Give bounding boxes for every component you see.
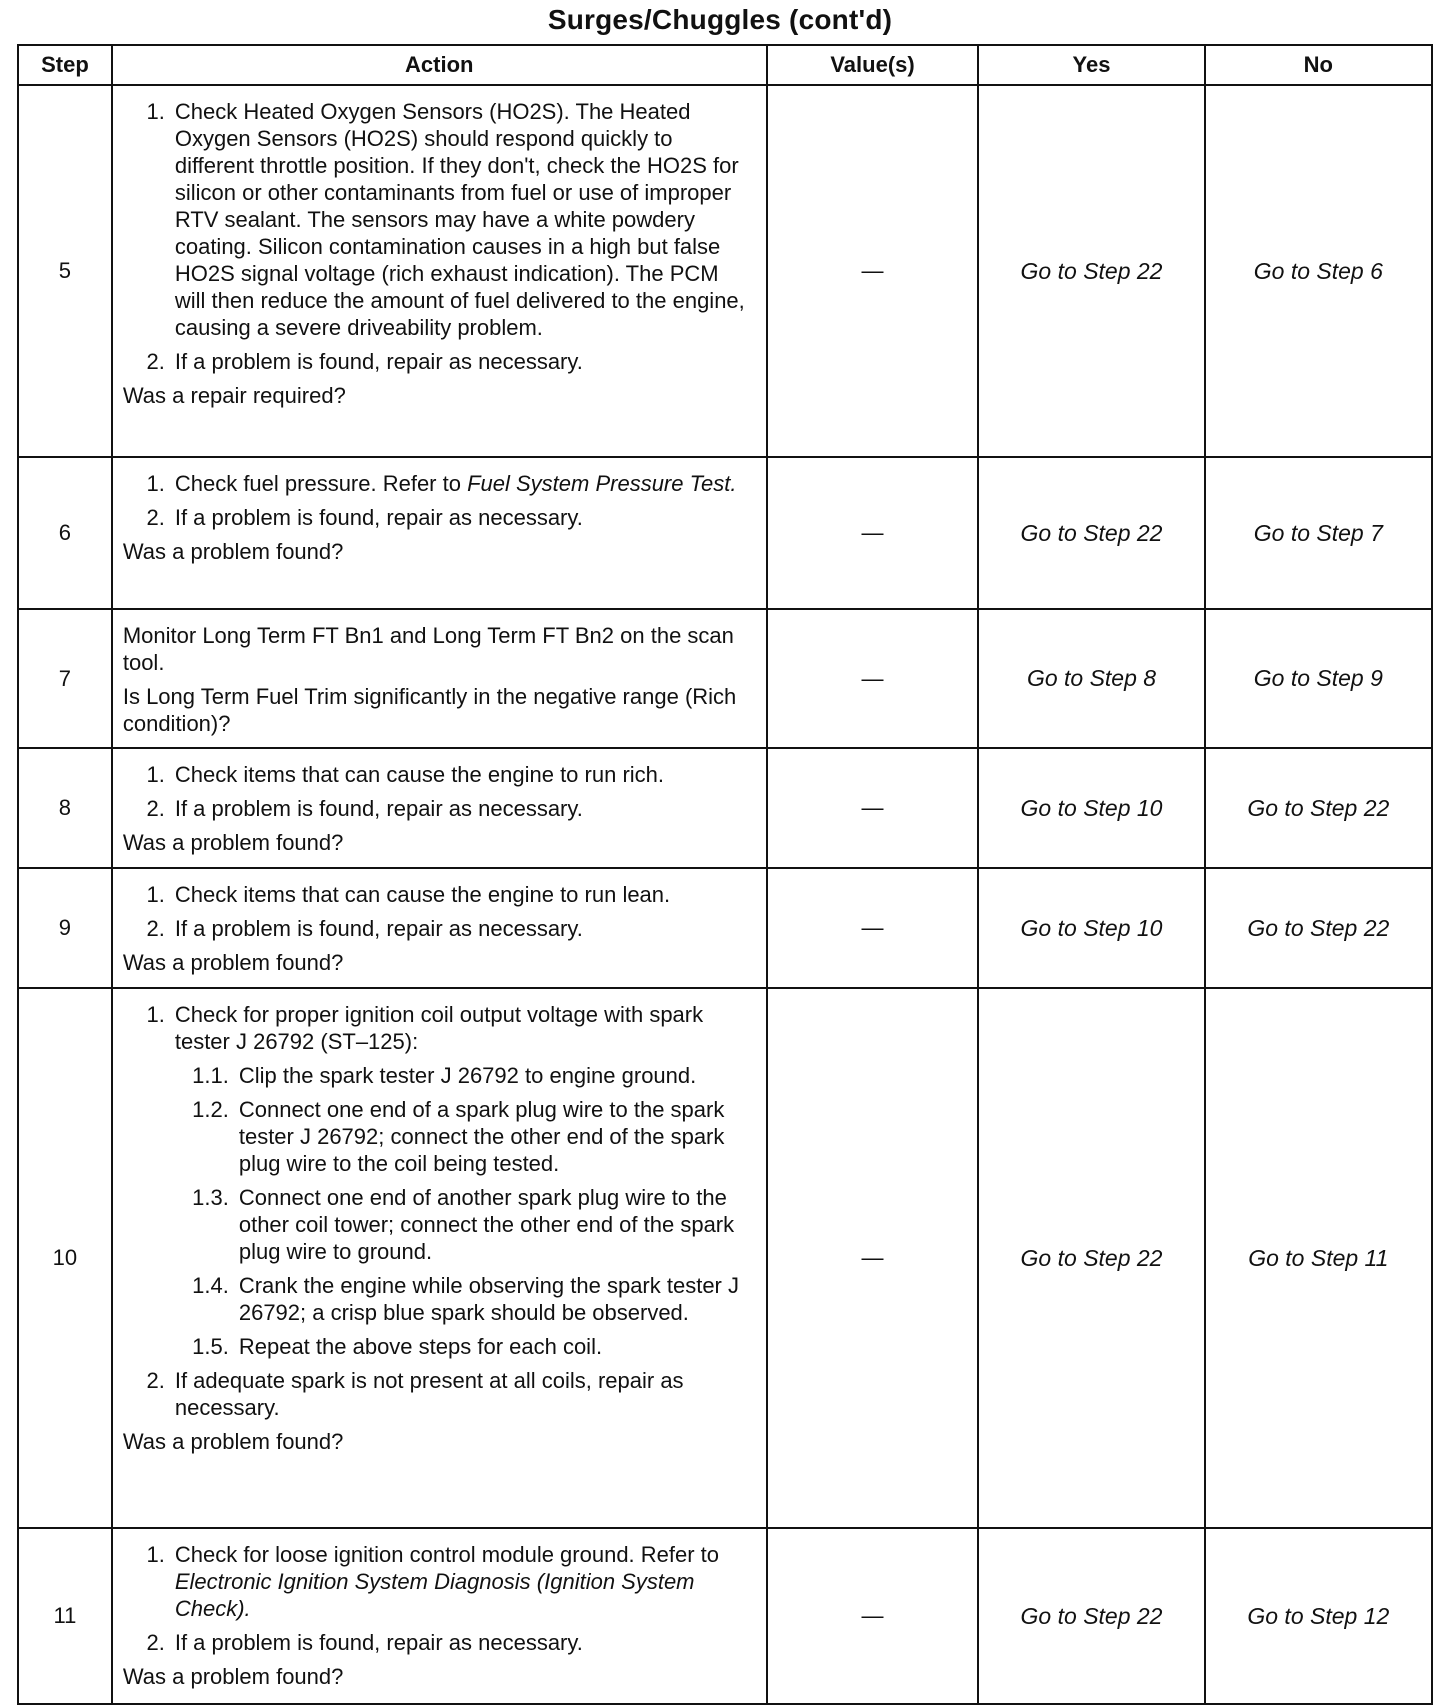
action-item	[123, 98, 750, 341]
action-question: Is Long Term Fuel Trim significantly in the negative range (Rich condition)?	[122, 684, 737, 736]
table-row	[18, 85, 1432, 457]
action-text: Monitor Long Term FT Bn1 and Long Term FT Bn2 on the scan tool.	[122, 623, 734, 675]
yes-cell: Go to Step 22	[978, 85, 1204, 457]
item-text: If a problem is found, repair as necessary.	[174, 505, 583, 530]
no-cell: Go to Step 22	[1205, 868, 1432, 988]
sub-item-number: 1.2.	[192, 1097, 229, 1122]
item-text: Check for proper ignition coil output voltage with spark tester J 26792 (ST–125):	[174, 1002, 704, 1054]
table-row	[18, 988, 1432, 1528]
action-question: Was a problem found?	[122, 539, 344, 564]
diagnostic-table	[17, 44, 1433, 1705]
action-item	[123, 915, 750, 942]
header-no: No	[1205, 45, 1432, 85]
item-text	[175, 470, 750, 497]
item-text	[175, 1541, 750, 1622]
item-text: If a problem is found, repair as necessary.	[174, 796, 583, 821]
action-question: Was a problem found?	[122, 830, 344, 855]
action-cell	[112, 868, 767, 988]
action-question: Was a problem found?	[122, 1429, 344, 1454]
item-number: 1.	[146, 1002, 165, 1027]
action-question: Was a problem found?	[122, 950, 344, 975]
sub-item-text: Connect one end of another spark plug wire to the other coil tower; connect the other end of the spark plug wire to ground.	[238, 1185, 735, 1264]
value-cell: —	[767, 988, 979, 1528]
step-number: 7	[18, 609, 112, 748]
action-item	[123, 761, 750, 788]
item-number: 1.	[146, 882, 165, 907]
yes-cell: Go to Step 22	[978, 457, 1204, 609]
yes-cell: Go to Step 22	[978, 1528, 1204, 1704]
table-row	[18, 457, 1432, 609]
no-cell: Go to Step 6	[1205, 85, 1432, 457]
value-cell: —	[767, 868, 979, 988]
item-number: 2.	[146, 349, 165, 374]
item-text: Check Heated Oxygen Sensors (HO2S). The Heated Oxygen Sensors (HO2S) should respond quickly to different throttle position. If they don't, check the HO2S for silicon or other contaminants from fuel or use of improper RTV sealant. The sensors may have a white powdery coating. Silicon contamination causes in a high but false HO2S signal voltage (rich exhaust indication). The PCM will then reduce the amount of fuel delivered to the engine, causing a severe driveability problem.	[174, 99, 745, 340]
item-text-plain: Check fuel pressure. Refer to	[174, 471, 468, 496]
sub-item	[183, 1062, 750, 1089]
yes-cell: Go to Step 10	[978, 868, 1204, 988]
sub-item-number: 1.4.	[192, 1273, 229, 1298]
reference-link-text: Electronic Ignition System Diagnosis (Ignition System Check).	[174, 1569, 695, 1621]
value-cell: —	[767, 609, 979, 748]
action-cell	[112, 85, 767, 457]
item-text: Check items that can cause the engine to run lean.	[174, 882, 671, 907]
item-text: If a problem is found, repair as necessary.	[174, 916, 583, 941]
item-text-plain: Check for loose ignition control module ground. Refer to	[174, 1542, 720, 1567]
header-step: Step	[18, 45, 112, 85]
sub-item	[183, 1333, 750, 1360]
action-item	[123, 1629, 750, 1656]
item-text: If adequate spark is not present at all coils, repair as necessary.	[174, 1368, 684, 1420]
step-number: 11	[18, 1528, 112, 1704]
item-number: 2.	[146, 916, 165, 941]
action-question: Was a repair required?	[122, 383, 346, 408]
yes-cell: Go to Step 8	[978, 609, 1204, 748]
table-header-row	[18, 45, 1432, 85]
value-cell: —	[767, 1528, 979, 1704]
action-cell	[112, 748, 767, 868]
step-number: 6	[18, 457, 112, 609]
action-item	[123, 470, 750, 497]
sub-item-number: 1.3.	[192, 1185, 229, 1210]
item-number: 1.	[146, 762, 165, 787]
item-number: 1.	[146, 1542, 165, 1567]
sub-item	[183, 1184, 750, 1265]
action-cell	[112, 609, 767, 748]
action-item	[123, 1367, 750, 1421]
item-number: 2.	[146, 1630, 165, 1655]
sub-item-number: 1.5.	[192, 1334, 229, 1359]
step-number: 5	[18, 85, 112, 457]
action-question: Was a problem found?	[122, 1664, 344, 1689]
sub-item-number: 1.1.	[192, 1063, 229, 1088]
no-cell: Go to Step 12	[1205, 1528, 1432, 1704]
sub-item	[183, 1272, 750, 1326]
item-number: 1.	[146, 471, 165, 496]
value-cell: —	[767, 748, 979, 868]
header-yes: Yes	[978, 45, 1204, 85]
table-row	[18, 868, 1432, 988]
table-row	[18, 748, 1432, 868]
step-number: 10	[18, 988, 112, 1528]
reference-link-text: Fuel System Pressure Test.	[467, 471, 737, 496]
sub-item-text: Crank the engine while observing the spark tester J 26792; a crisp blue spark should be observed.	[238, 1273, 739, 1325]
yes-cell: Go to Step 22	[978, 988, 1204, 1528]
no-cell: Go to Step 9	[1205, 609, 1432, 748]
sub-item	[183, 1096, 750, 1177]
action-item	[123, 881, 750, 908]
sub-item-text: Repeat the above steps for each coil.	[238, 1334, 603, 1359]
no-cell: Go to Step 22	[1205, 748, 1432, 868]
action-cell	[112, 988, 767, 1528]
item-text: If a problem is found, repair as necessary.	[174, 1630, 583, 1655]
header-values: Value(s)	[767, 45, 979, 85]
action-item	[123, 348, 750, 375]
item-text: Check items that can cause the engine to run rich.	[174, 762, 664, 787]
item-text: If a problem is found, repair as necessary.	[174, 349, 583, 374]
step-number: 8	[18, 748, 112, 868]
action-item	[123, 795, 750, 822]
step-number: 9	[18, 868, 112, 988]
no-cell: Go to Step 11	[1205, 988, 1432, 1528]
header-action: Action	[112, 45, 767, 85]
action-cell	[112, 457, 767, 609]
sub-item-text: Clip the spark tester J 26792 to engine ground.	[238, 1063, 697, 1088]
action-cell	[112, 1528, 767, 1704]
table-row	[18, 609, 1432, 748]
page-title: Surges/Chuggles (cont'd)	[547, 4, 893, 35]
item-number: 2.	[146, 1368, 165, 1393]
item-number: 1.	[146, 99, 165, 124]
value-cell: —	[767, 85, 979, 457]
sub-item-text: Connect one end of a spark plug wire to the spark tester J 26792; connect the other end of the spark plug wire to the coil being tested.	[238, 1097, 725, 1176]
action-item	[123, 1541, 750, 1622]
action-item	[123, 1001, 750, 1055]
no-cell: Go to Step 7	[1205, 457, 1432, 609]
table-row	[18, 1528, 1432, 1704]
action-item	[123, 504, 750, 531]
value-cell: —	[767, 457, 979, 609]
yes-cell: Go to Step 10	[978, 748, 1204, 868]
item-number: 2.	[146, 796, 165, 821]
item-number: 2.	[146, 505, 165, 530]
